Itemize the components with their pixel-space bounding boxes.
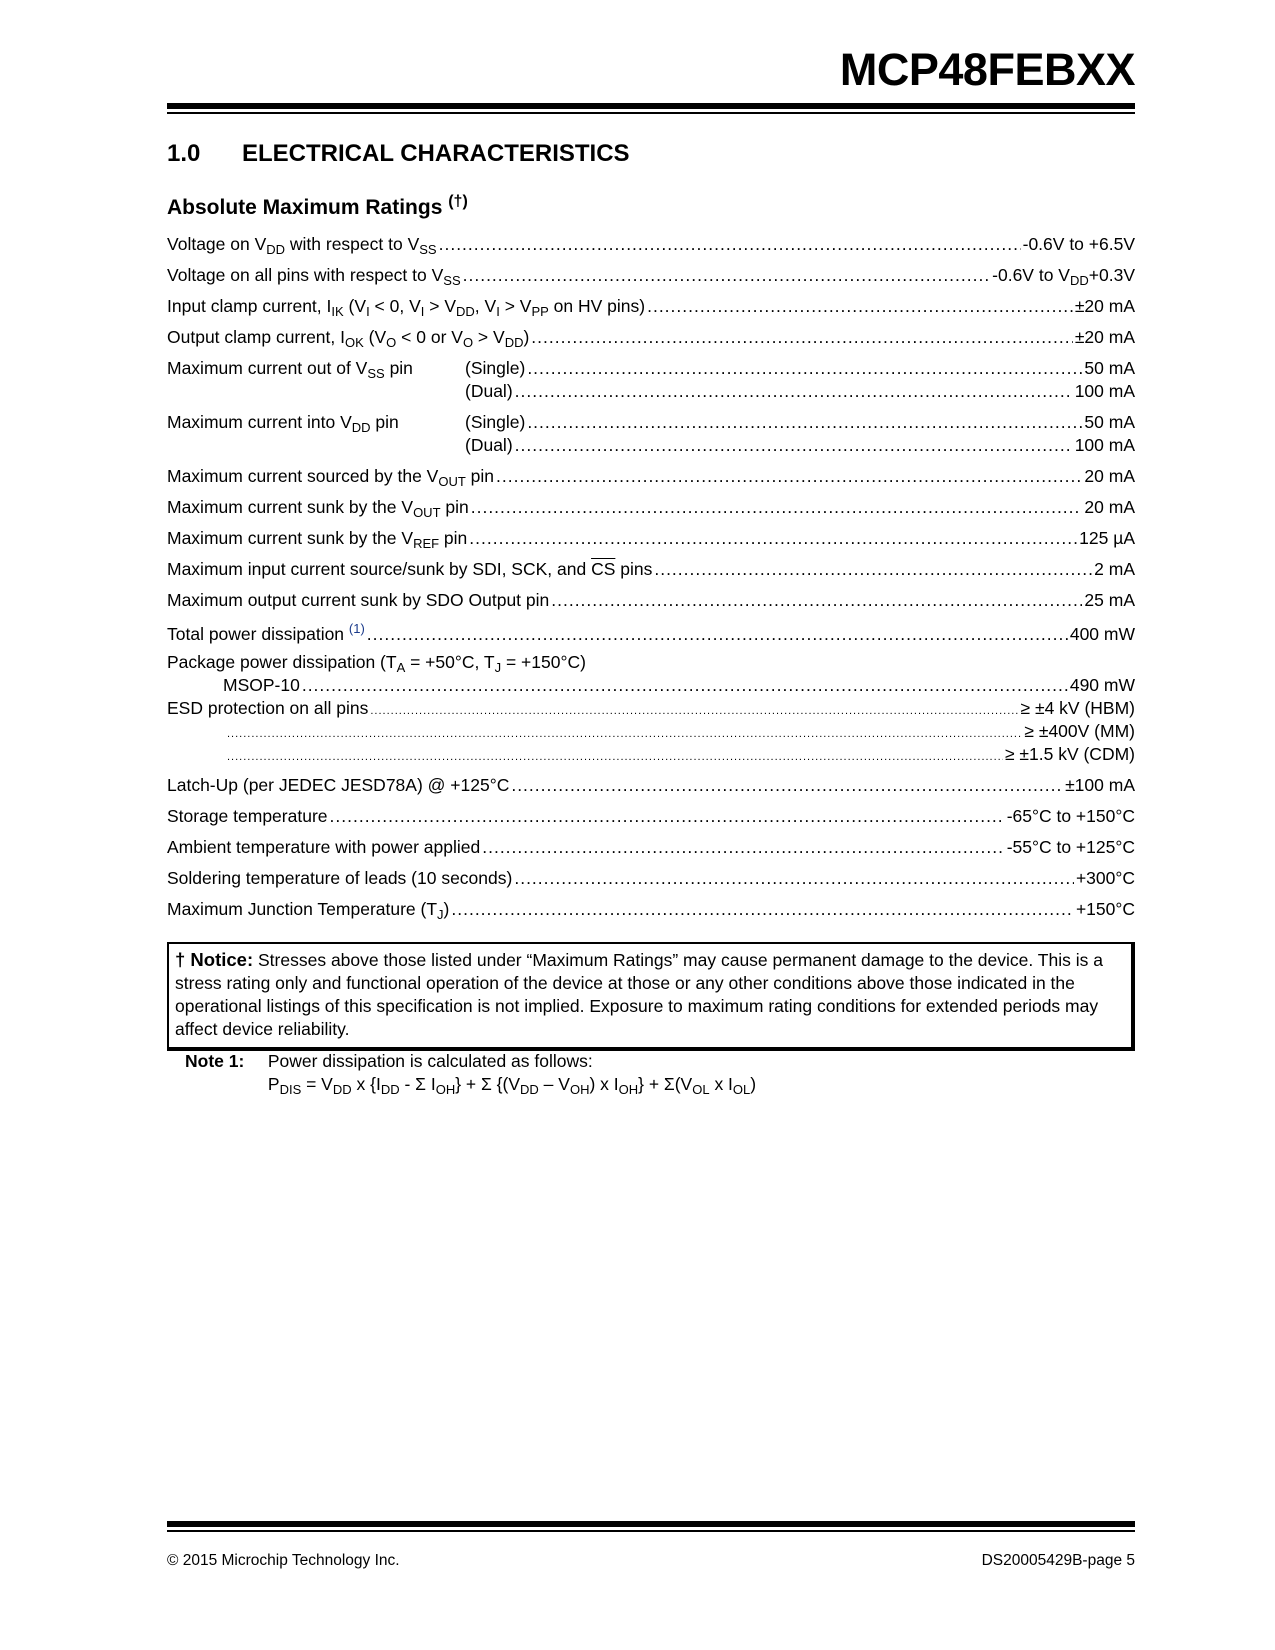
section-title-text: ELECTRICAL CHARACTERISTICS bbox=[242, 140, 630, 167]
rating-value: 50 mA bbox=[1084, 358, 1135, 378]
rating-label: Maximum current sourced by the $V_{OUT}$ pin bbox=[167, 466, 495, 489]
rating-row-junction-temp bbox=[167, 899, 1135, 930]
rating-value: 25 mA bbox=[1084, 590, 1135, 610]
rating-row-all-pins bbox=[167, 265, 1135, 296]
note-reference-link[interactable]: (1) bbox=[348, 621, 365, 636]
header-rule-thin bbox=[167, 112, 1135, 114]
rating-label: Input clamp current, $I_{IK}$ ($V_I < 0$, $V_I > V_{DD}$, $V_I > V_{PP}$ on HV pins) bbox=[167, 296, 646, 319]
rating-row-ambient-temp bbox=[167, 837, 1135, 868]
notice-lead: † Notice: bbox=[175, 949, 254, 970]
dot-leader bbox=[514, 868, 1074, 889]
note-1 bbox=[185, 1050, 756, 1101]
rating-value: ±20 mA bbox=[1074, 296, 1135, 316]
note-label: Note 1: bbox=[185, 1051, 245, 1071]
rating-row-esd-hbm bbox=[167, 698, 1135, 721]
dot-leader bbox=[527, 412, 1082, 433]
rating-label: Maximum output current sunk by SDO Output pin bbox=[167, 590, 550, 610]
rating-value: 400 mW bbox=[1069, 624, 1135, 644]
rating-row-vdd-dual bbox=[167, 435, 1135, 466]
subsection-title-text: Absolute Maximum Ratings bbox=[167, 196, 443, 219]
footer-copyright: © 2015 Microchip Technology Inc. bbox=[167, 1552, 400, 1569]
condition-label: (Single) bbox=[465, 358, 526, 378]
rating-row-storage-temp bbox=[167, 806, 1135, 837]
dot-leader bbox=[463, 265, 991, 286]
rating-label: Ambient temperature with power applied bbox=[167, 837, 481, 857]
rating-row-sdo-sink bbox=[167, 590, 1135, 621]
dot-leader bbox=[469, 528, 1077, 549]
rating-label: Storage temperature bbox=[167, 806, 328, 826]
rating-row-vdd-single bbox=[167, 412, 1135, 435]
footer-page-number: DS20005429B-page 5 bbox=[981, 1552, 1135, 1569]
rating-label: Maximum input current source/sunk by SDI, SCK, and $\overline{CS}$ pins bbox=[167, 559, 653, 579]
cs-overline: $\overline{CS}$ bbox=[591, 559, 616, 579]
dagger-mark: (†) bbox=[448, 193, 468, 210]
rating-value: ±100 mA bbox=[1065, 775, 1135, 795]
rating-row-package-power bbox=[167, 652, 1135, 675]
rating-label: Voltage on all pins with respect to $V_{SS}$ bbox=[167, 265, 461, 288]
rating-value: ≥ ±4 kV (HBM) bbox=[1020, 698, 1135, 718]
dot-leader bbox=[527, 358, 1082, 379]
dot-leader bbox=[451, 899, 1074, 920]
section-number: 1.0 bbox=[167, 140, 201, 167]
dot-leader bbox=[482, 837, 1004, 858]
footer-rule-thick bbox=[167, 1521, 1135, 1527]
rating-label: Voltage on $V_{DD}$ with respect to $V_{SS}$ bbox=[167, 234, 437, 257]
dot-leader bbox=[654, 559, 1092, 580]
rating-row-input-current bbox=[167, 559, 1135, 590]
rating-row-vss-single bbox=[167, 358, 1135, 381]
condition-label: (Dual) bbox=[465, 381, 513, 401]
rating-label: Package power dissipation ($T_A = +50^\circ C$, $T_J = +150^\circ C$) bbox=[167, 652, 586, 675]
rating-row-vout-sink bbox=[167, 497, 1135, 528]
rating-value: 100 mA bbox=[1074, 435, 1135, 455]
notice-text: Stresses above those listed under “Maximum Ratings” may cause permanent damage to the device. This is a stress rating only and functional operation of the device at those or any other conditions above those indicated in the operational listings of this specification is not implied. Exposure to maximum rating conditions for extended periods may affect device reliability. bbox=[175, 950, 1103, 1039]
rating-row-esd-cdm bbox=[167, 744, 1135, 775]
rating-row-total-power bbox=[167, 621, 1135, 652]
rating-value: 50 mA bbox=[1084, 412, 1135, 432]
rating-label: Latch-Up (per JEDEC JESD78A) @ +125°C bbox=[167, 775, 510, 795]
header-rule-thick bbox=[167, 103, 1135, 109]
rating-label: Maximum current sunk by the $V_{OUT}$ pin bbox=[167, 497, 469, 520]
rating-row-vss-dual bbox=[167, 381, 1135, 412]
rating-value: ≥ ±1.5 kV (CDM) bbox=[1004, 744, 1135, 764]
rating-row-vref-sink bbox=[167, 528, 1135, 559]
rating-row-output-clamp bbox=[167, 327, 1135, 358]
rating-label: Output clamp current, $I_{OK}$ ($V_O < 0$ or $V_O > V_{DD}$) bbox=[167, 327, 530, 350]
rating-value: ±20 mA bbox=[1074, 327, 1135, 347]
rating-value: +300°C bbox=[1075, 868, 1135, 888]
rating-row-solder-temp bbox=[167, 868, 1135, 899]
dot-leader bbox=[439, 234, 1021, 255]
rating-value: 20 mA bbox=[1084, 466, 1135, 486]
rating-label: Total power dissipation $^{(1)}$ bbox=[167, 621, 365, 644]
rating-row-latchup bbox=[167, 775, 1135, 806]
dot-leader bbox=[511, 775, 1063, 796]
rating-value: 2 mA bbox=[1094, 559, 1135, 579]
power-formula: $P_{DIS} = V_{DD}$ x {$I_{DD}$ - Σ $I_{OH}\} + \Sigma$ {$(V_{DD} - V_{OH})$ x $I_{OH}\} + \Sigma(V_{OL}$ x $I_{OL}$) bbox=[267, 1074, 757, 1097]
dot-leader bbox=[496, 466, 1082, 487]
rating-value: ≥ ±400V (MM) bbox=[1024, 721, 1135, 741]
rating-value: 125 µA bbox=[1079, 528, 1135, 548]
dot-leader bbox=[515, 435, 1073, 456]
condition-label: (Single) bbox=[465, 412, 526, 432]
rating-value: 100 mA bbox=[1074, 381, 1135, 401]
rating-value: +150°C bbox=[1075, 899, 1135, 919]
condition-label: (Dual) bbox=[465, 435, 513, 455]
rating-row-esd-mm bbox=[167, 721, 1135, 744]
rating-value: -0.6V to $V_{DD}+0.3V$ bbox=[992, 265, 1135, 288]
rating-label: Maximum current into $V_{DD}$ pin bbox=[167, 412, 399, 435]
dot-leader bbox=[370, 705, 1018, 717]
rating-value: 490 mW bbox=[1069, 675, 1135, 695]
dot-leader bbox=[330, 806, 1005, 827]
dot-leader bbox=[227, 728, 1022, 740]
rating-label: Maximum Junction Temperature $(T_J)$ bbox=[167, 899, 450, 922]
ratings-list bbox=[167, 234, 1135, 930]
note-text: Power dissipation is calculated as follows: bbox=[267, 1051, 593, 1071]
dot-leader bbox=[471, 497, 1083, 518]
rating-value: 20 mA bbox=[1084, 497, 1135, 517]
section-title bbox=[167, 140, 630, 168]
dot-leader bbox=[531, 327, 1073, 348]
dot-leader bbox=[227, 751, 1003, 763]
rating-label: Maximum current sunk by the $V_{REF}$ pin bbox=[167, 528, 468, 551]
rating-label: Maximum current out of $V_{SS}$ pin bbox=[167, 358, 413, 381]
dot-leader bbox=[515, 381, 1073, 402]
dot-leader bbox=[551, 590, 1082, 611]
dot-leader bbox=[302, 675, 1068, 696]
document-title: MCP48FEBXX bbox=[839, 44, 1135, 95]
rating-row-input-clamp bbox=[167, 296, 1135, 327]
note-body bbox=[268, 1050, 756, 1101]
package-label: MSOP-10 bbox=[223, 675, 300, 695]
rating-row-msop bbox=[167, 675, 1135, 698]
rating-label: ESD protection on all pins bbox=[167, 698, 369, 718]
rating-value: -0.6V to +6.5V bbox=[1022, 234, 1135, 254]
rating-row-vdd-vss bbox=[167, 234, 1135, 265]
subsection-title bbox=[167, 193, 468, 220]
rating-value: -55°C to +125°C bbox=[1006, 837, 1135, 857]
dot-leader bbox=[367, 624, 1068, 645]
dot-leader bbox=[647, 296, 1073, 317]
notice-box bbox=[167, 942, 1135, 1051]
rating-label: Soldering temperature of leads (10 seconds) bbox=[167, 868, 513, 888]
footer-rule-thin bbox=[167, 1530, 1135, 1532]
rating-value: -65°C to +150°C bbox=[1006, 806, 1135, 826]
rating-row-vout-source bbox=[167, 466, 1135, 497]
